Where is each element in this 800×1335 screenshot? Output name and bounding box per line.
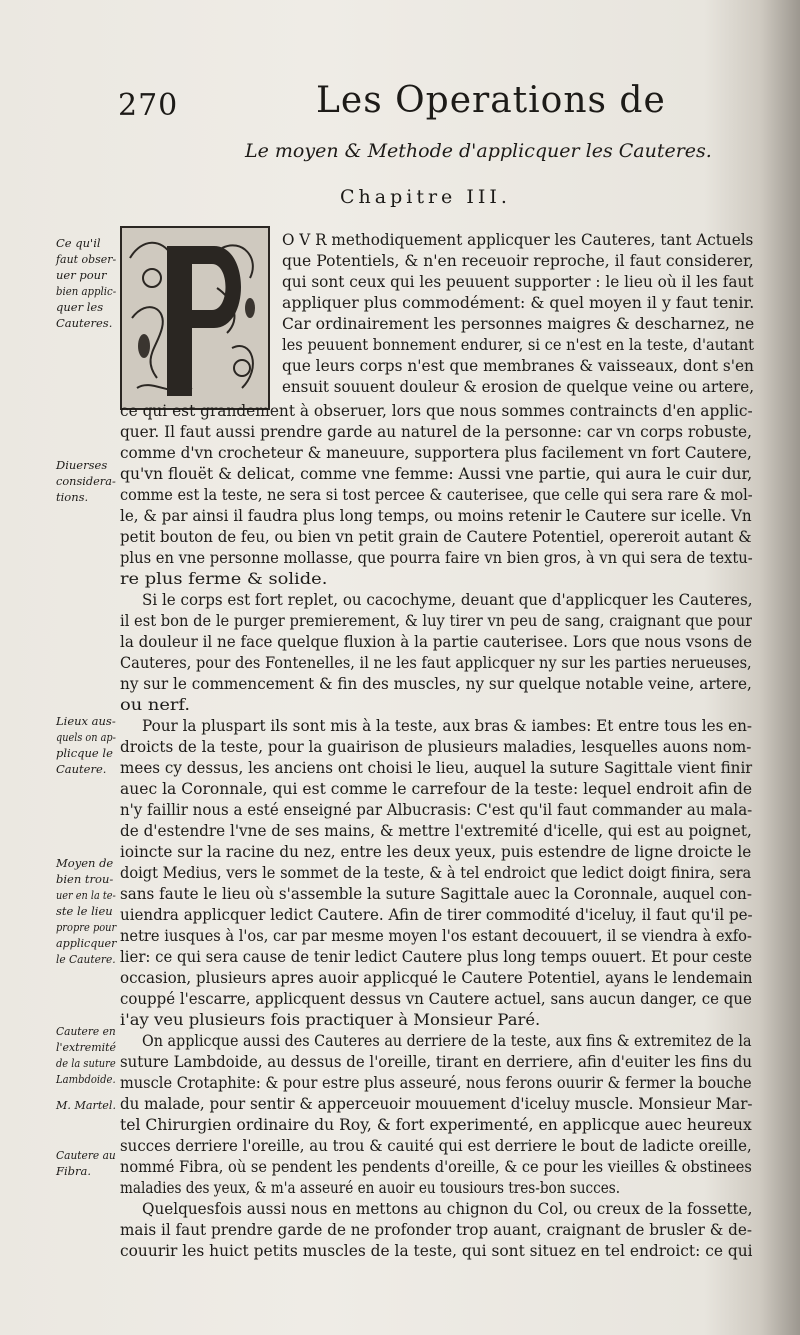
body-line: tel Chirurgien ordinaire du Roy, & fort experimenté, en applicque auec heureux xyxy=(120,1116,752,1134)
margin-note-line: bien applic- xyxy=(56,284,117,298)
body-line: qu'vn flouët & delicat, comme vne femme: Aussi vne partie, qui aura le cuir dur, xyxy=(120,465,753,483)
body-line: O V R methodiquement applicquer les Cauteres, tant Actuels xyxy=(282,231,754,249)
body-line: le, & par ainsi il faudra plus long temps, ou moins retenir le Cautere sur icelle. Vn xyxy=(120,507,752,525)
body-line: ny sur le commencement & fin des muscles, ny sur quelque notable veine, artere, xyxy=(120,675,752,693)
margin-note-line: faut obser- xyxy=(56,252,117,266)
margin-note-line: applicquer xyxy=(56,936,117,950)
body-line: appliquer plus commodément: & quel moyen il y faut tenir. xyxy=(282,294,755,312)
page-number: 270 xyxy=(118,88,179,123)
body-line: ensuit souuent douleur & erosion de quelque veine ou artere, xyxy=(282,378,754,396)
body-line: mais il faut prendre garde de ne profonder trop auant, craignant de brusler & de- xyxy=(120,1221,752,1239)
margin-note-line: quels on ap- xyxy=(56,730,116,744)
body-line: uiendra applicquer ledict Cautere. Afin de tirer commodité d'iceluy, il faut qu'il pe- xyxy=(120,906,753,924)
body-line: que leurs corps n'est que membranes & vaisseaux, dont s'en xyxy=(282,357,754,375)
body-line: sans faute le lieu où s'assemble la suture Sagittale auec la Coronnale, auquel con- xyxy=(120,885,752,903)
body-line: comme est la teste, ne sera si tost percee & cauterisee, que celle qui sera rare & mol- xyxy=(120,486,753,504)
body-line: succes derriere l'oreille, au trou & cauité qui est derriere le bout de ladicte oreille, xyxy=(120,1137,752,1155)
body-line: suture Lambdoide, au dessus de l'oreille, tirant en derriere, afin d'euiter les fins du xyxy=(120,1053,752,1071)
body-line: Quelquesfois aussi nous en mettons au chignon du Col, ou creux de la fossette, xyxy=(142,1200,753,1218)
body-line: n'y faillir nous a esté enseigné par Albucrasis: C'est qu'il faut commander au mala- xyxy=(120,801,753,819)
margin-note-line: bien trou- xyxy=(56,872,114,886)
body-line: quer. Il faut aussi prendre garde au naturel de la personne: car vn corps robuste, xyxy=(120,423,752,441)
margin-note-line: quer les xyxy=(56,300,104,314)
body-line: petit bouton de feu, ou bien vn petit grain de Cautere Potentiel, opereroit autant & xyxy=(120,528,752,546)
body-line: ce qui est grandement à obseruer, lors que nous sommes contraincts d'en applic- xyxy=(120,402,753,420)
body-line: du malade, pour sentir & apperceuoir mouuement d'iceluy muscle. Monsieur Mar- xyxy=(120,1095,753,1113)
margin-note-line: l'extremité xyxy=(56,1040,117,1054)
body-line: nommé Fibra, où se pendent les pendents d'oreille, & ce pour les vieilles & obstinees xyxy=(120,1158,752,1176)
margin-note-line: Diuerses xyxy=(56,458,108,472)
body-line: ioincte sur la racine du nez, entre les deux yeux, puis estendre de ligne droicte le xyxy=(120,843,752,861)
margin-note-line: Cautere au xyxy=(56,1148,116,1162)
margin-note-line: propre pour xyxy=(56,920,117,934)
body-line: Pour la pluspart ils sont mis à la teste, aux bras & iambes: Et entre tous les en- xyxy=(142,717,753,735)
body-line: On applicque aussi des Cauteres au derriere de la teste, aux fins & extremitez de la xyxy=(142,1032,752,1050)
body-line: droicts de la teste, pour la guairison de plusieurs maladies, lesquelles auons nom- xyxy=(120,738,752,756)
body-line: mees cy dessus, les anciens ont choisi le lieu, auquel la suture Sagittale vient finir xyxy=(120,759,753,777)
margin-note-line: Fibra. xyxy=(56,1164,92,1178)
body-line: doigt Medius, vers le sommet de la teste, & à tel endroict que ledict doigt finira, sera xyxy=(120,864,752,882)
body-line: auec la Coronnale, qui est comme le carrefour de la teste: lequel endroit afin de xyxy=(120,780,753,798)
body-line: Car ordinairement les personnes maigres & descharnez, ne xyxy=(282,315,755,333)
body-line: la douleur il ne face quelque fluxion à la partie cauterisee. Lors que nous vsons de xyxy=(120,633,753,651)
margin-note-line: uer pour xyxy=(56,268,107,282)
margin-note-line: Moyen de xyxy=(56,856,114,870)
body-line: que Potentiels, & n'en receuoir reproche, il faut considerer, xyxy=(282,252,754,270)
body-line: couppé l'escarre, applicquent dessus vn Cautere actuel, sans aucun danger, ce que xyxy=(120,990,752,1008)
margin-note-line: Ce qu'il xyxy=(56,236,101,250)
chapter-title: Le moyen & Methode d'applicquer les Cauteres. xyxy=(245,140,712,162)
margin-note-line: Cautere en xyxy=(56,1024,116,1038)
margin-note-line: Lambdoide. xyxy=(56,1072,116,1086)
margin-note-line: le Cautere. xyxy=(56,952,116,966)
body-line: il est bon de le purger premierement, & luy tirer vn peu de sang, craignant que pour xyxy=(120,612,753,630)
margin-note-line: tions. xyxy=(56,490,89,504)
body-line: re plus ferme & solide. xyxy=(120,570,328,588)
margin-note-line: ste le lieu xyxy=(56,904,113,918)
margin-note-line: considera- xyxy=(56,474,116,488)
body-line: muscle Crotaphite: & pour estre plus asseuré, nous ferons ouurir & fermer la bouche xyxy=(120,1074,752,1092)
body-line: de d'estendre l'vne de ses mains, & mettre l'extremité d'icelle, qui est au poignet, xyxy=(120,822,752,840)
running-title: Les Operations de xyxy=(316,80,666,121)
body-line: ou nerf. xyxy=(120,696,191,714)
body-line: les peuuent bonnement endurer, si ce n'est en la teste, d'autant xyxy=(282,336,754,354)
body-line: plus en vne personne mollasse, que pourra faire vn bien gros, à vn qui sera de textu- xyxy=(120,549,753,567)
margin-note-line: de la suture xyxy=(56,1056,116,1070)
body-line: lier: ce qui sera cause de tenir ledict Cautere plus long temps ouuert. Et pour ceste xyxy=(120,948,753,966)
body-line: Si le corps est fort replet, ou cacochyme, deuant que d'applicquer les Cauteres, xyxy=(142,591,753,609)
body-line: couurir les huict petits muscles de la teste, qui sont situez en tel endroict: ce qui xyxy=(120,1242,753,1260)
margin-note-line: Cautere. xyxy=(56,762,107,776)
body-line: Cauteres, pour des Fontenelles, il ne les faut applicquer ny sur les parties nerueuses, xyxy=(120,654,752,672)
margin-note-line: Lieux aus- xyxy=(56,714,116,728)
body-line: netre iusques à l'os, car par mesme moyen l'os estant decouuert, il se viendra à exfo- xyxy=(120,927,752,945)
chapter-number: Chapitre III. xyxy=(340,186,511,208)
body-line: qui sont ceux qui les peuuent supporter : le lieu où il les faut xyxy=(282,273,754,291)
body-line: comme d'vn crocheteur & maneuure, supportera plus facilement vn fort Cautere, xyxy=(120,444,752,462)
body-line: i'ay veu plusieurs fois practiquer à Monsieur Paré. xyxy=(120,1011,541,1029)
margin-note-line: plicque le xyxy=(56,746,113,760)
body-line: maladies des yeux, & m'a asseuré en auoir eu tousiours tres-bon succes. xyxy=(120,1179,621,1197)
body-line: occasion, plusieurs apres auoir applicqué le Cautere Potentiel, ayans le lendemain xyxy=(120,969,753,987)
margin-note-line: M. Martel. xyxy=(56,1098,117,1112)
margin-note-line: Cauteres. xyxy=(56,316,113,330)
margin-note-line: uer en la te- xyxy=(56,888,116,902)
